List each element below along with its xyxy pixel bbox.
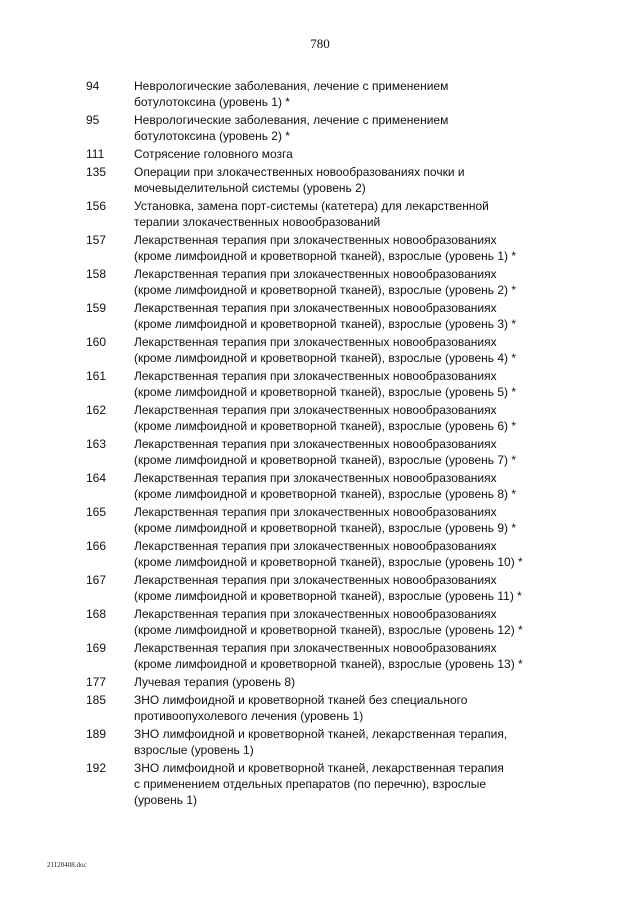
list-item: [86, 198, 586, 230]
item-code: 165: [86, 505, 107, 519]
item-code: 160: [86, 335, 107, 349]
item-description: Лекарственная терапия при злокачественных новообразованиях (кроме лимфоидной и кроветворной тканей), взрослые (уровень 13) *: [134, 641, 523, 671]
item-description: Установка, замена порт-системы (катетера) для лекарственной терапии злокачественных новообразований: [134, 199, 489, 229]
item-description: Лекарственная терапия при злокачественных новообразованиях (кроме лимфоидной и кроветворной тканей), взрослые (уровень 12) *: [134, 607, 523, 637]
item-description: Лекарственная терапия при злокачественных новообразованиях (кроме лимфоидной и кроветворной тканей), взрослые (уровень 9) *: [134, 505, 517, 535]
item-code: 192: [86, 761, 107, 775]
list-item: [86, 368, 586, 400]
item-description: Неврологические заболевания, лечение с применением ботулотоксина (уровень 1) *: [134, 79, 449, 109]
item-description: Лекарственная терапия при злокачественных новообразованиях (кроме лимфоидной и кроветворной тканей), взрослые (уровень 11) *: [134, 573, 522, 603]
item-code: 156: [86, 199, 107, 213]
item-code: 135: [86, 165, 107, 179]
item-description: ЗНО лимфоидной и кроветворной тканей, лекарственная терапия, взрослые (уровень 1): [134, 727, 508, 757]
item-code: 111: [86, 147, 105, 161]
item-code: 95: [86, 113, 100, 127]
item-description: Лекарственная терапия при злокачественных новообразованиях (кроме лимфоидной и кроветворной тканей), взрослые (уровень 7) *: [134, 437, 517, 467]
item-code: 168: [86, 607, 107, 621]
item-code: 163: [86, 437, 107, 451]
item-code: 161: [86, 369, 107, 383]
item-description: Операции при злокачественных новообразованиях почки и мочевыделительной системы (уровень 2): [134, 165, 465, 195]
item-description: Лекарственная терапия при злокачественных новообразованиях (кроме лимфоидной и кроветворной тканей), взрослые (уровень 1) *: [134, 233, 517, 263]
item-description: Лекарственная терапия при злокачественных новообразованиях (кроме лимфоидной и кроветворной тканей), взрослые (уровень 10) *: [134, 539, 523, 569]
list-item: [86, 334, 586, 366]
list-item: [86, 572, 586, 604]
list-item: [86, 164, 586, 196]
item-description: Лекарственная терапия при злокачественных новообразованиях (кроме лимфоидной и кроветворной тканей), взрослые (уровень 4) *: [134, 335, 517, 365]
item-list: [86, 78, 586, 810]
item-description: Сотрясение головного мозга: [134, 147, 293, 161]
list-item: [86, 606, 586, 638]
list-item: [86, 760, 586, 808]
item-code: 185: [86, 693, 107, 707]
item-code: 162: [86, 403, 107, 417]
footer-filename: 21120408.doc: [47, 861, 87, 869]
list-item: [86, 470, 586, 502]
item-description: Лекарственная терапия при злокачественных новообразованиях (кроме лимфоидной и кроветворной тканей), взрослые (уровень 3) *: [134, 301, 517, 331]
item-code: 189: [86, 727, 107, 741]
item-code: 94: [86, 79, 100, 93]
item-description: Лучевая терапия (уровень 8): [134, 675, 296, 689]
list-item: [86, 300, 586, 332]
item-code: 159: [86, 301, 107, 315]
list-item: [86, 538, 586, 570]
item-code: 158: [86, 267, 107, 281]
item-code: 177: [86, 675, 107, 689]
page-number: 780: [310, 36, 330, 51]
list-item: [86, 146, 586, 162]
list-item: [86, 78, 586, 110]
list-item: [86, 674, 586, 690]
list-item: [86, 692, 586, 724]
item-description: Лекарственная терапия при злокачественных новообразованиях (кроме лимфоидной и кроветворной тканей), взрослые (уровень 2) *: [134, 267, 517, 297]
item-description: ЗНО лимфоидной и кроветворной тканей, лекарственная терапия с применением отдельных препаратов (по перечню), взрослые (уровень 1): [134, 761, 504, 807]
item-code: 169: [86, 641, 107, 655]
list-item: [86, 640, 586, 672]
list-item: [86, 504, 586, 536]
item-description: Лекарственная терапия при злокачественных новообразованиях (кроме лимфоидной и кроветворной тканей), взрослые (уровень 8) *: [134, 471, 517, 501]
item-code: 166: [86, 539, 107, 553]
list-item: [86, 402, 586, 434]
item-description: Неврологические заболевания, лечение с применением ботулотоксина (уровень 2) *: [134, 113, 449, 143]
list-item: [86, 726, 586, 758]
list-item: [86, 436, 586, 468]
item-description: Лекарственная терапия при злокачественных новообразованиях (кроме лимфоидной и кроветворной тканей), взрослые (уровень 5) *: [134, 369, 517, 399]
item-description: Лекарственная терапия при злокачественных новообразованиях (кроме лимфоидной и кроветворной тканей), взрослые (уровень 6) *: [134, 403, 517, 433]
item-code: 157: [86, 233, 107, 247]
item-code: 164: [86, 471, 107, 485]
item-description: ЗНО лимфоидной и кроветворной тканей без специального противоопухолевого лечения (уровень 1): [134, 693, 468, 723]
list-item: [86, 266, 586, 298]
list-item: [86, 112, 586, 144]
item-code: 167: [86, 573, 107, 587]
list-item: [86, 232, 586, 264]
